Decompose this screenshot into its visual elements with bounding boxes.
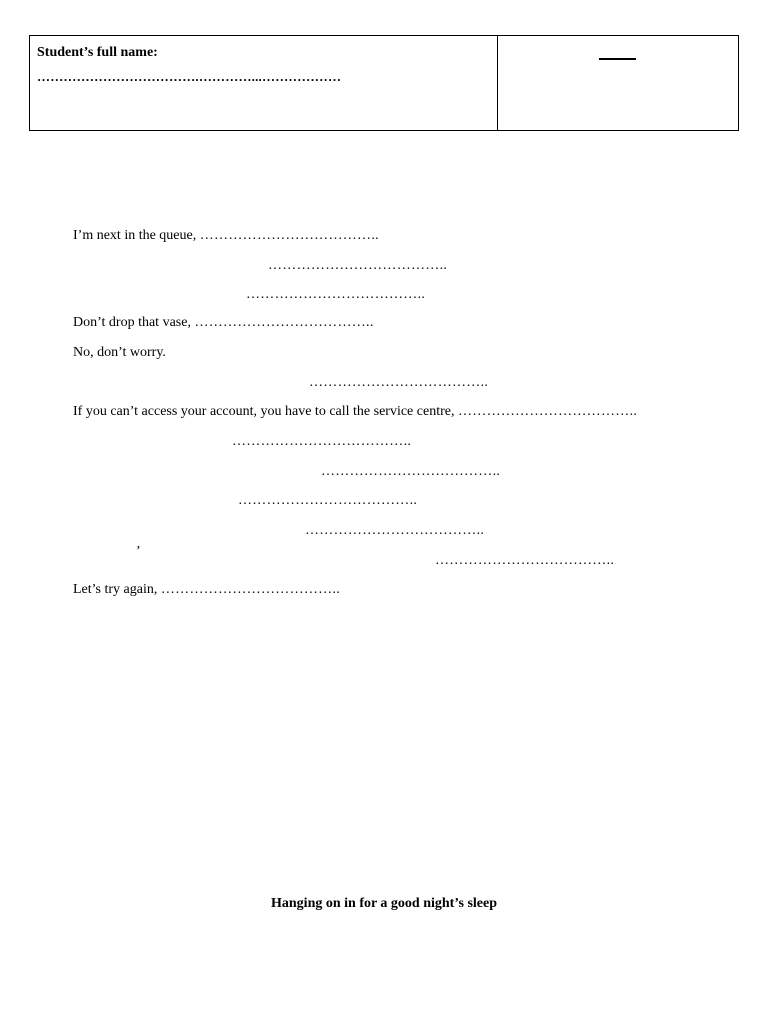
exercise-line bbox=[136, 543, 141, 561]
answer-blank[interactable]: ……………………………….. bbox=[194, 315, 374, 330]
exercise-line bbox=[268, 257, 447, 275]
answer-blank[interactable]: ……………………………….. bbox=[435, 553, 615, 568]
stray-apostrophe: ’ bbox=[136, 544, 141, 559]
exercise-line bbox=[238, 492, 417, 510]
exercise-line bbox=[73, 344, 166, 362]
exercise-line bbox=[73, 403, 637, 421]
exercise-line bbox=[232, 433, 411, 451]
exercise-line bbox=[321, 463, 500, 481]
exercise-line bbox=[305, 522, 484, 540]
score-cell bbox=[498, 36, 738, 130]
answer-blank[interactable]: ……………………………….. bbox=[321, 464, 501, 479]
exercise-line-text: Don’t drop that vase, bbox=[73, 315, 195, 330]
exercise-line bbox=[246, 286, 425, 304]
exercise-line bbox=[435, 552, 614, 570]
exercise-line bbox=[73, 581, 340, 599]
student-name-label: Student’s full name: bbox=[37, 45, 158, 60]
answer-blank[interactable]: ……………………………….. bbox=[305, 523, 485, 538]
answer-blank[interactable]: ……………………………….. bbox=[268, 258, 448, 273]
answer-blank[interactable]: ……………………………….. bbox=[309, 375, 489, 390]
section-title: Hanging on in for a good night’s sleep bbox=[271, 896, 497, 911]
answer-blank[interactable]: ……………………………….. bbox=[232, 434, 412, 449]
exercise-line-text: Let’s try again, bbox=[73, 582, 161, 597]
exercise-line bbox=[73, 227, 379, 245]
answer-blank[interactable]: ……………………………….. bbox=[199, 228, 379, 243]
answer-blank[interactable]: ……………………………….. bbox=[246, 287, 426, 302]
exercise-line-text: No, don’t worry. bbox=[73, 345, 166, 360]
student-info-box bbox=[29, 35, 739, 131]
exercise-line-text: If you can’t access your account, you have to call the service centre, bbox=[73, 404, 458, 419]
exercise-line bbox=[309, 374, 488, 392]
answer-blank[interactable]: ……………………………….. bbox=[457, 404, 638, 419]
exercise-line-text: I’m next in the queue, bbox=[73, 228, 200, 243]
student-name-blank[interactable]: ……………………………….…………...……………… bbox=[37, 69, 342, 84]
student-name-cell bbox=[30, 36, 498, 130]
answer-blank[interactable]: ……………………………….. bbox=[160, 582, 341, 597]
answer-blank[interactable]: ……………………………….. bbox=[238, 493, 418, 508]
score-line bbox=[599, 58, 636, 60]
exercise-line bbox=[73, 314, 374, 332]
